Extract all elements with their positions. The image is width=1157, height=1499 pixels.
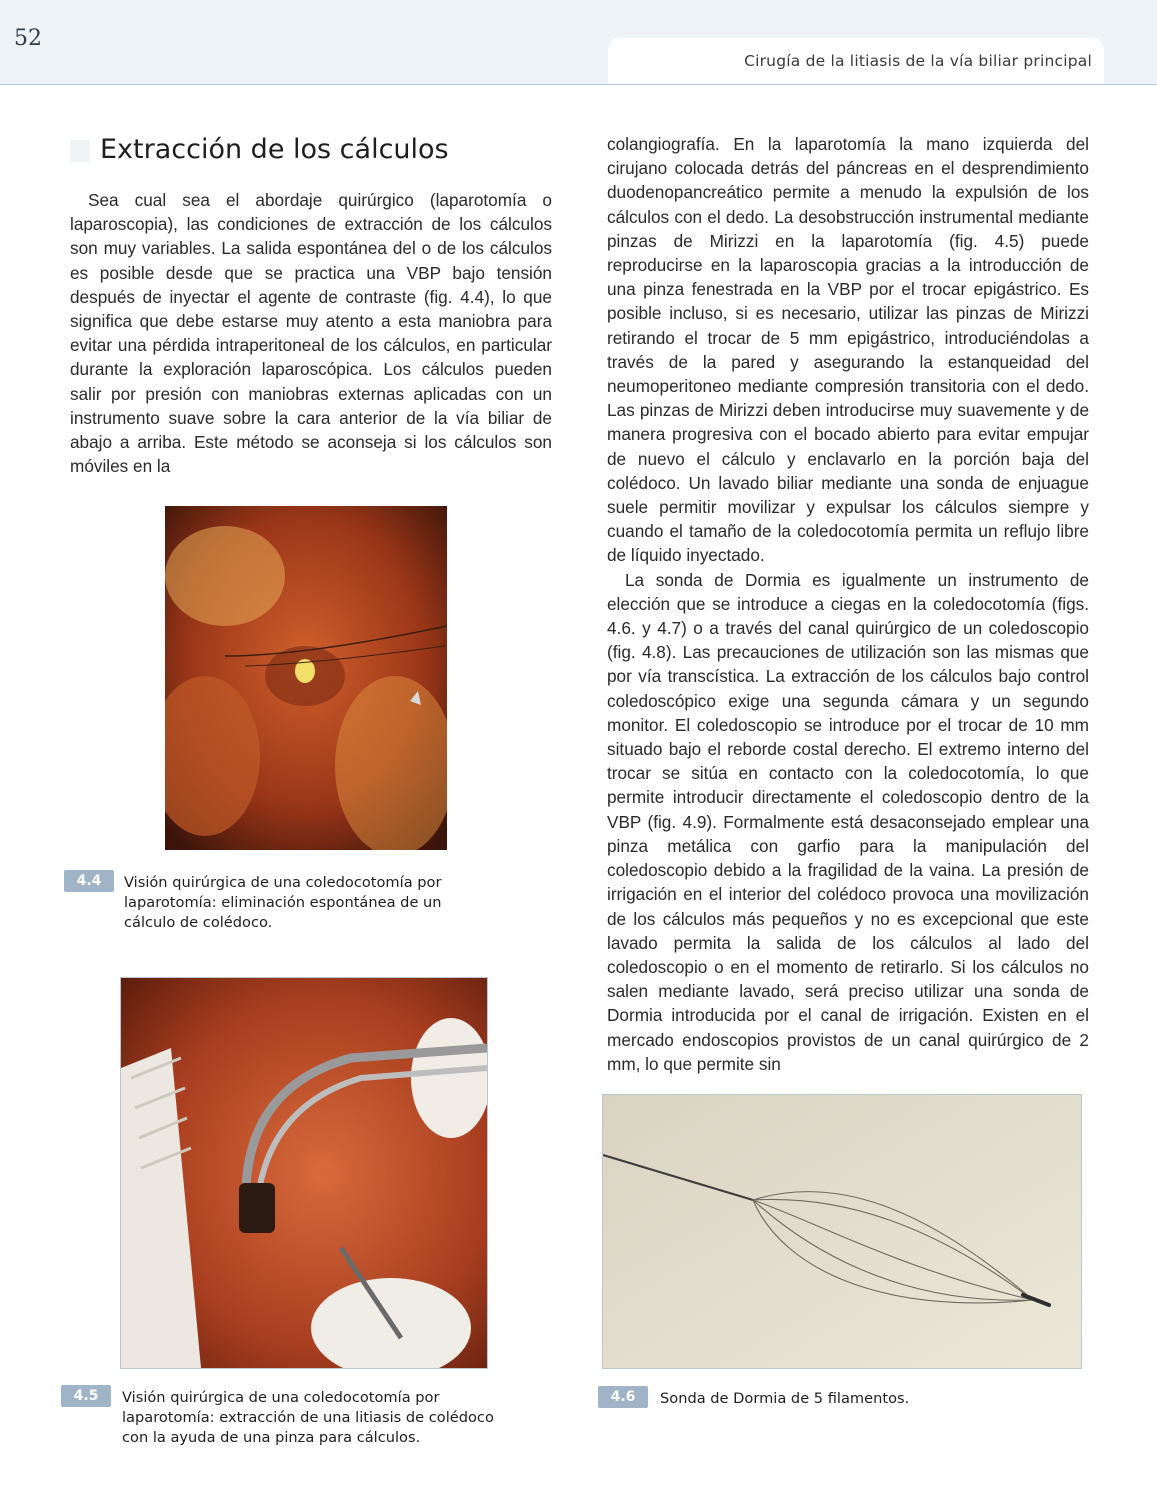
left-column-text bbox=[70, 188, 552, 478]
figure-caption-4-6: Sonda de Dormia de 5 filamentos. bbox=[660, 1390, 910, 1407]
figure-badge-4-5: 4.5 bbox=[61, 1385, 111, 1407]
surgical-photo-illustration bbox=[165, 506, 447, 850]
figure-4-6-image bbox=[602, 1094, 1082, 1369]
left-paragraph-1: Sea cual sea el abordaje quirúrgico (laparotomía o laparoscopia), las condiciones de extracción de los cálculos son muy variables. La salida espontánea del o de los cálculos es posible desde que se practica una VBP bajo tensión después de inyectar el agente de contraste (fig. 4.4), lo que significa que debe estarse muy atento a esta maniobra para evitar una pérdida intraperitoneal de los cálculos, en particular durante la exploración laparoscópica. Los cálculos pueden salir por presión con maniobras externas aplicadas con un instrumento suave sobre la cara anterior de la vía biliar de abajo a arriba. Este método se aconseja si los cálculos son móviles en la bbox=[70, 190, 552, 477]
running-head: Cirugía de la litiasis de la vía biliar principal bbox=[744, 52, 1092, 70]
right-paragraph-2: La sonda de Dormia es igualmente un instrumento de elección que se introduce a ciegas en la coledocotomía (figs. 4.6. y 4.7) o a través del canal quirúrgico de un coledoscopio (fig. 4.8). Las precauciones de utilización son las mismas que por vía transcística. La extracción de los cálculos bajo control coledoscópico exige una segunda cámara y un segundo monitor. El coledoscopio se introduce por el trocar de 10 mm situado bajo el reborde costal derecho. El extremo interno del trocar se sitúa en contacto con la coledocotomía, lo que permite introducir directamente el coledoscopio dentro de la VBP (fig. 4.9). Formalmente está desaconsejado emplear una pinza metálica con garfio para la manipulación del coledoscopio debido a la fragilidad de la vaina. La presión de irrigación en el interior del colédoco provoca una movilización de los cálculos más pequeños y no es excepcional que este lavado permita la salida de los cálculos al lado del coledoscopio o en el momento de retirarlo. Si los cálculos no salen mediante lavado, será preciso utilizar una sonda de Dormia introducida por el canal de irrigación. Existen en el mercado endoscopios provistos de un canal quirúrgico de 2 mm, lo que permite sin bbox=[607, 569, 1089, 1074]
figure-caption-4-5: Visión quirúrgica de una coledocotomía por laparotomía: extracción de una litiasis de colédoco con la ayuda de una pinza para cálculos. bbox=[122, 1389, 494, 1446]
right-column-text bbox=[607, 132, 1089, 1076]
section-title: Extracción de los cálculos bbox=[100, 134, 449, 165]
figure-badge-4-4: 4.4 bbox=[64, 870, 114, 892]
surgical-photo-illustration bbox=[121, 978, 487, 1368]
dormia-basket-illustration bbox=[603, 1095, 1081, 1368]
figure-4-5-image bbox=[120, 977, 488, 1369]
figure-caption-4-4: Visión quirúrgica de una coledocotomía por laparotomía: eliminación espontánea de un cálculo de colédoco. bbox=[124, 874, 442, 931]
figure-badge-4-6: 4.6 bbox=[598, 1386, 648, 1408]
figure-4-4-image bbox=[165, 506, 447, 850]
right-paragraph-1: colangiografía. En la laparotomía la mano izquierda del cirujano colocada detrás del páncreas en el desprendimiento duodenopancreático permite a menudo la expulsión de los cálculos con el dedo. La desobstrucción instrumental mediante pinzas de Mirizzi en la laparotomía (fig. 4.5) puede reproducirse en la laparoscopia gracias a la introducción de una pinza fenestrada en la VBP por el trocar epigástrico. Es posible incluso, si es necesario, utilizar las pinzas de Mirizzi retirando el trocar de 5 mm epigástrico, introduciéndolas a través de la pared y asegurando la estanqueidad del neumoperitoneo mediante compresión transitoria con el dedo. Las pinzas de Mirizzi deben introducirse muy suavemente y de manera progresiva con el bocado abierto para evitar empujar de nuevo el cálculo y enclavarlo en la porción baja del colédoco. Un lavado biliar mediante una sonda de enjuague suele permitir movilizar y expulsar los cálculos siempre y cuando el tamaño de la coledocotomía permita un reflujo libre de líquido inyectado. bbox=[607, 134, 1089, 566]
running-head-box bbox=[608, 38, 1104, 84]
page-number: 52 bbox=[14, 26, 42, 51]
title-marker bbox=[70, 140, 90, 162]
